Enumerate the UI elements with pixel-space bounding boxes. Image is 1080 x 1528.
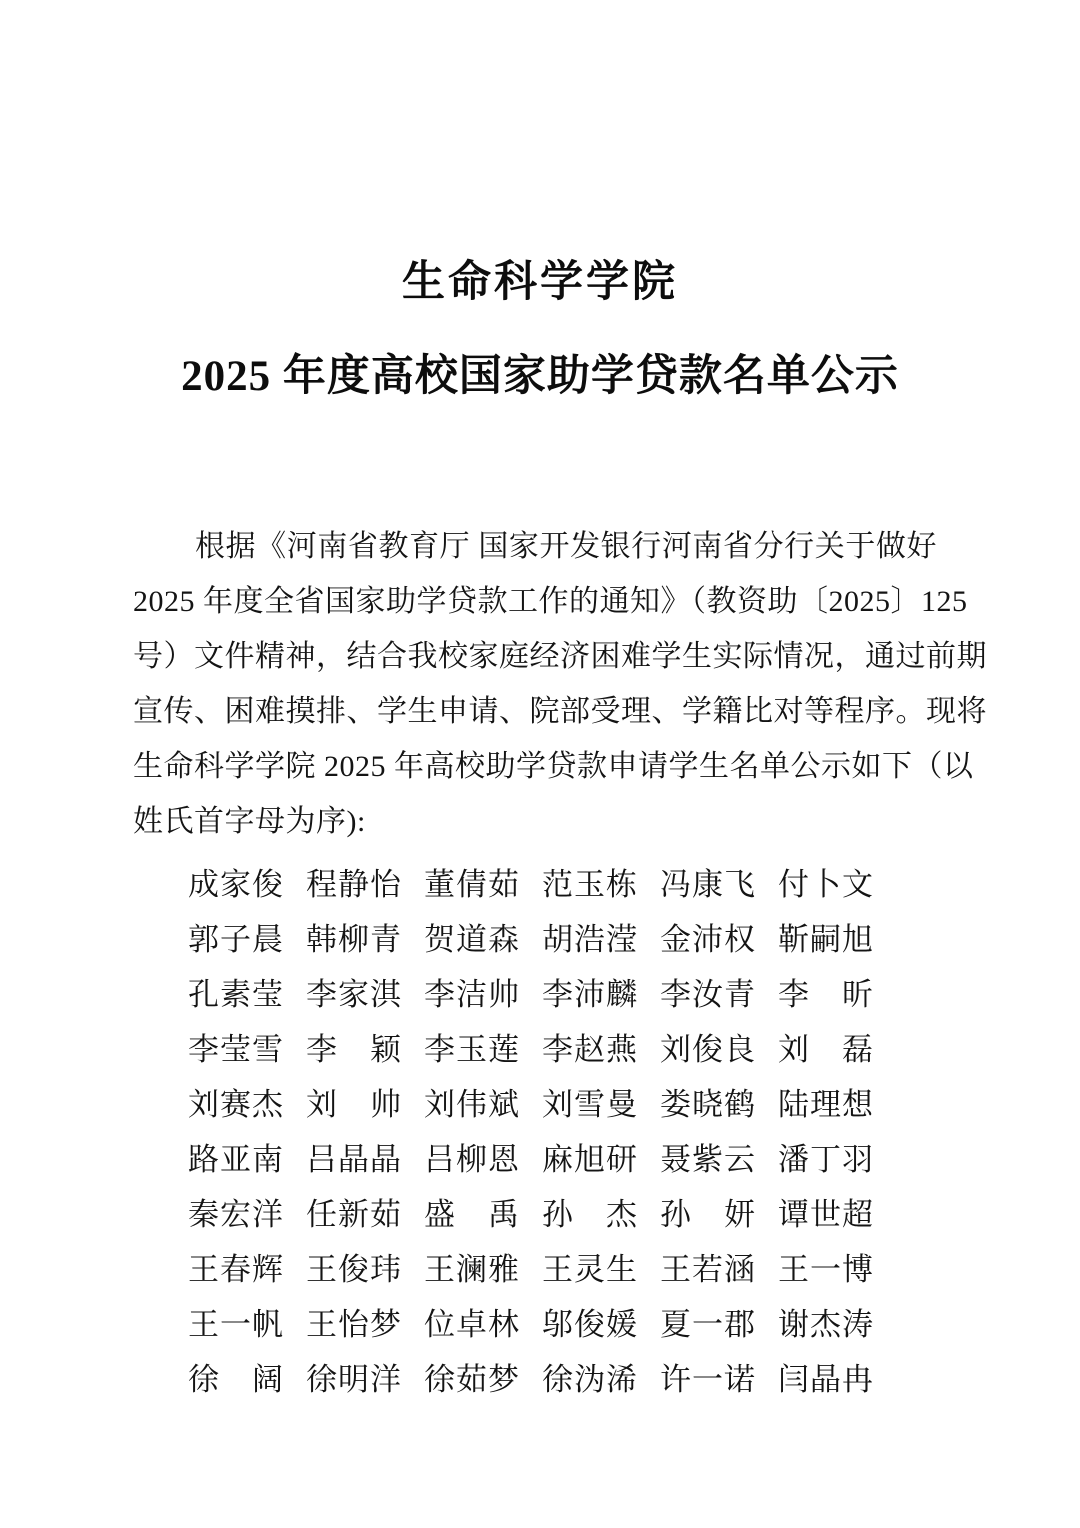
name-cell: 李 颖	[306, 1032, 402, 1067]
name-cell: 邬俊媛	[542, 1307, 638, 1342]
name-cell: 许一诺	[660, 1362, 756, 1397]
name-cell: 程静怡	[306, 867, 402, 902]
name-cell: 刘 帅	[306, 1087, 402, 1122]
name-cell: 李玉莲	[424, 1032, 520, 1067]
name-cell: 王一帆	[188, 1307, 284, 1342]
name-cell: 孙 杰	[542, 1197, 638, 1232]
name-cell: 潘丁羽	[778, 1142, 874, 1177]
name-cell: 徐明洋	[306, 1362, 402, 1397]
name-cell: 范玉栋	[542, 867, 638, 902]
name-row	[188, 1297, 1080, 1352]
name-row	[188, 912, 1080, 967]
name-cell: 刘雪曼	[542, 1087, 638, 1122]
name-cell: 刘 磊	[778, 1032, 874, 1067]
name-cell: 王澜雅	[424, 1252, 520, 1287]
name-cell: 王春辉	[188, 1252, 284, 1287]
name-row	[188, 967, 1080, 1022]
name-cell: 李洁帅	[424, 977, 520, 1012]
name-row	[188, 1132, 1080, 1187]
name-cell: 贺道森	[424, 922, 520, 957]
name-cell: 付卜文	[778, 867, 874, 902]
name-cell: 盛 禹	[424, 1197, 520, 1232]
name-cell: 李沛麟	[542, 977, 638, 1012]
name-row	[188, 1022, 1080, 1077]
name-cell: 闫晶冉	[778, 1362, 874, 1397]
paragraph-line: 生命科学学院 2025 年高校助学贷款申请学生名单公示如下（以	[133, 750, 974, 783]
name-cell: 成家俊	[188, 867, 284, 902]
name-cell: 王灵生	[542, 1252, 638, 1287]
name-grid	[188, 857, 1080, 1407]
name-cell: 聂紫云	[660, 1142, 756, 1177]
name-cell: 李汝青	[660, 977, 756, 1012]
name-cell: 王若涵	[660, 1252, 756, 1287]
name-cell: 娄晓鹤	[660, 1087, 756, 1122]
name-row	[188, 1242, 1080, 1297]
name-cell: 刘俊良	[660, 1032, 756, 1067]
name-cell: 位卓林	[424, 1307, 520, 1342]
name-cell: 吕柳恩	[424, 1142, 520, 1177]
name-row	[188, 1187, 1080, 1242]
name-cell: 李家淇	[306, 977, 402, 1012]
name-cell: 王怡梦	[306, 1307, 402, 1342]
name-cell: 王一博	[778, 1252, 874, 1287]
name-cell: 任新茹	[306, 1197, 402, 1232]
name-cell: 李 昕	[778, 977, 874, 1012]
college-name-title: 生命科学学院	[402, 259, 678, 306]
name-cell: 路亚南	[188, 1142, 284, 1177]
paragraph-line: 2025 年度全省国家助学贷款工作的通知》（教资助〔2025〕125	[133, 585, 968, 618]
name-cell: 吕晶晶	[306, 1142, 402, 1177]
paragraph-line: 姓氏首字母为序):	[133, 805, 366, 838]
name-cell: 王俊玮	[306, 1252, 402, 1287]
name-cell: 徐 阔	[188, 1362, 284, 1397]
name-cell: 李莹雪	[188, 1032, 284, 1067]
paragraph-line: 号）文件精神，结合我校家庭经济困难学生实际情况，通过前期	[133, 640, 987, 673]
name-row	[188, 857, 1080, 912]
name-cell: 胡浩滢	[542, 922, 638, 957]
name-cell: 金沛权	[660, 922, 756, 957]
name-cell: 李赵燕	[542, 1032, 638, 1067]
intro-paragraph	[0, 519, 1080, 849]
name-cell: 陆理想	[778, 1087, 874, 1122]
name-cell: 夏一郡	[660, 1307, 756, 1342]
name-cell: 靳嗣旭	[778, 922, 874, 957]
name-cell: 徐茹梦	[424, 1362, 520, 1397]
name-cell: 秦宏洋	[188, 1197, 284, 1232]
paragraph-line: 根据《河南省教育厅 国家开发银行河南省分行关于做好	[195, 530, 937, 563]
name-cell: 郭子晨	[188, 922, 284, 957]
name-cell: 刘赛杰	[188, 1087, 284, 1122]
name-cell: 刘伟斌	[424, 1087, 520, 1122]
name-row	[188, 1077, 1080, 1132]
name-cell: 徐沩浠	[542, 1362, 638, 1397]
name-row	[188, 1352, 1080, 1407]
name-cell: 谢杰涛	[778, 1307, 874, 1342]
paragraph-line: 宣传、困难摸排、学生申请、院部受理、学籍比对等程序。现将	[133, 695, 987, 728]
name-cell: 韩柳青	[306, 922, 402, 957]
name-cell: 孔素莹	[188, 977, 284, 1012]
name-cell: 麻旭研	[542, 1142, 638, 1177]
notice-title: 2025 年度高校国家助学贷款名单公示	[181, 353, 899, 400]
name-cell: 董倩茹	[424, 867, 520, 902]
name-cell: 冯康飞	[660, 867, 756, 902]
name-cell: 谭世超	[778, 1197, 874, 1232]
name-cell: 孙 妍	[660, 1197, 756, 1232]
